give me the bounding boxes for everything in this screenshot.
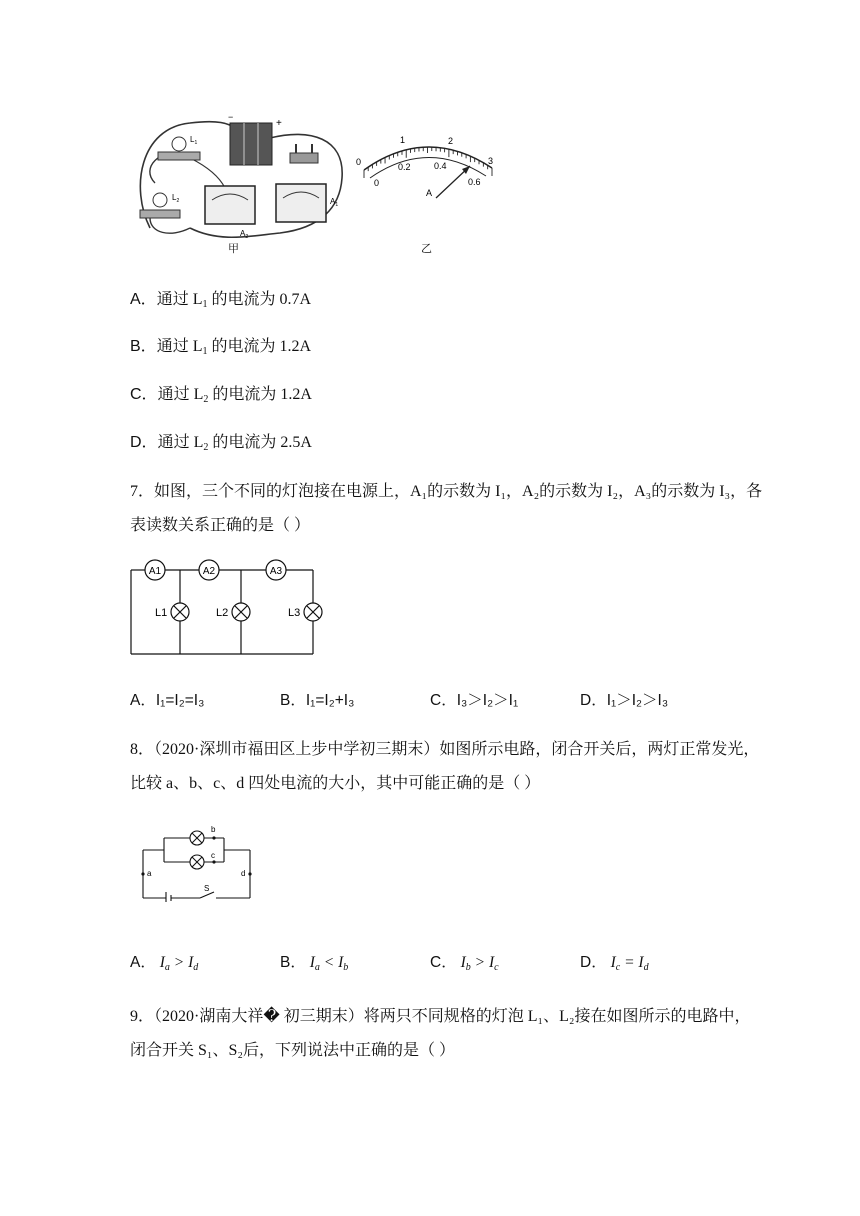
q8-option-a[interactable]: A． $I_a > I_d$: [130, 954, 199, 973]
ammeter-a1-label: $A_1$: [330, 197, 339, 208]
svg-text:−: −: [228, 112, 234, 122]
q7-option-d[interactable]: D．I₁＞I₂＞I₃: [580, 692, 669, 709]
meter-a1-label: A1: [148, 566, 162, 577]
switch-s: S: [204, 884, 210, 893]
svg-text:0: 0: [356, 157, 362, 167]
q7-option-a[interactable]: A．I₁=I₂=I₃: [130, 692, 205, 709]
lamp-l2-label: L2: [216, 607, 229, 619]
point-c: c: [211, 851, 215, 860]
q8-stem-line2: 比较 a、b、c、d 四处电流的大小，其中可能正确的是（ ）: [130, 775, 541, 792]
figure-ammeter-dial-yi: [352, 130, 502, 210]
svg-text:+: +: [276, 118, 282, 129]
svg-text:0.2: 0.2: [398, 162, 411, 172]
ammeter-a2-label: $A_2$: [240, 229, 249, 240]
q8-option-b[interactable]: B． $I_a < I_b$: [280, 954, 349, 973]
dial-pointer-label: A: [426, 188, 433, 198]
q9-stem-line1: 9．（2020·湖南大祥� 初三期末）将两只不同规格的灯泡 L₁、L₂接在如图所示的电路中，: [130, 1008, 751, 1025]
svg-text:3: 3: [488, 156, 494, 166]
q8-option-c[interactable]: C． $I_b > I_c$: [430, 954, 499, 973]
q7-stem-line2: 表读数关系正确的是（ ）: [130, 517, 311, 534]
figure-label-jia: 甲: [228, 243, 239, 255]
q8-option-d[interactable]: D． $I_c = I_d$: [580, 954, 649, 973]
meter-a2-label: A2: [202, 566, 216, 577]
q7-option-b[interactable]: B．I₁=I₂+I₃: [280, 692, 355, 709]
q9-stem-line2: 闭合开关 S₁、S₂后，下列说法中正确的是（ ）: [130, 1042, 455, 1059]
point-d: d: [241, 869, 246, 878]
point-b: b: [211, 825, 216, 834]
q7-option-c[interactable]: C．I₃＞I₂＞I₁: [430, 692, 519, 709]
figure-label-yi: 乙: [421, 243, 432, 255]
svg-text:0.4: 0.4: [434, 161, 447, 171]
svg-text:1: 1: [400, 135, 406, 145]
q6-option-a[interactable]: A．通过 $L_1$ 的电流为 0.7A: [130, 291, 312, 310]
lamp-l3-label: L3: [288, 607, 301, 619]
lamp-l1-label: $L_1$: [190, 135, 198, 146]
q7-stem-line1: 7．如图，三个不同的灯泡接在电源上，A₁的示数为 I₁，A₂的示数为 I₂，A₃的示数为 I₃，各: [130, 483, 763, 500]
meter-a3-label: A3: [269, 566, 283, 577]
q8-stem-line1: 8．（2020·深圳市福田区上步中学初三期末）如图所示电路，闭合开关后，两灯正常发光，: [130, 741, 760, 758]
svg-text:2: 2: [448, 136, 454, 146]
svg-text:0.6: 0.6: [468, 177, 481, 187]
q6-option-b[interactable]: B．通过 $L_1$ 的电流为 1.2A: [130, 338, 312, 357]
q6-option-d[interactable]: D．通过 $L_2$ 的电流为 2.5A: [130, 434, 312, 453]
point-a: a: [147, 869, 152, 878]
svg-text:0: 0: [374, 178, 380, 188]
q8-circuit-diagram: [138, 818, 256, 902]
figure-circuit-jia: [130, 108, 350, 258]
lamp-l2-label: $L_2$: [172, 193, 180, 204]
lamp-l1-label: L1: [155, 607, 168, 619]
q7-circuit-diagram: [128, 556, 324, 656]
q6-option-c[interactable]: C．通过 $L_2$ 的电流为 1.2A: [130, 386, 312, 405]
